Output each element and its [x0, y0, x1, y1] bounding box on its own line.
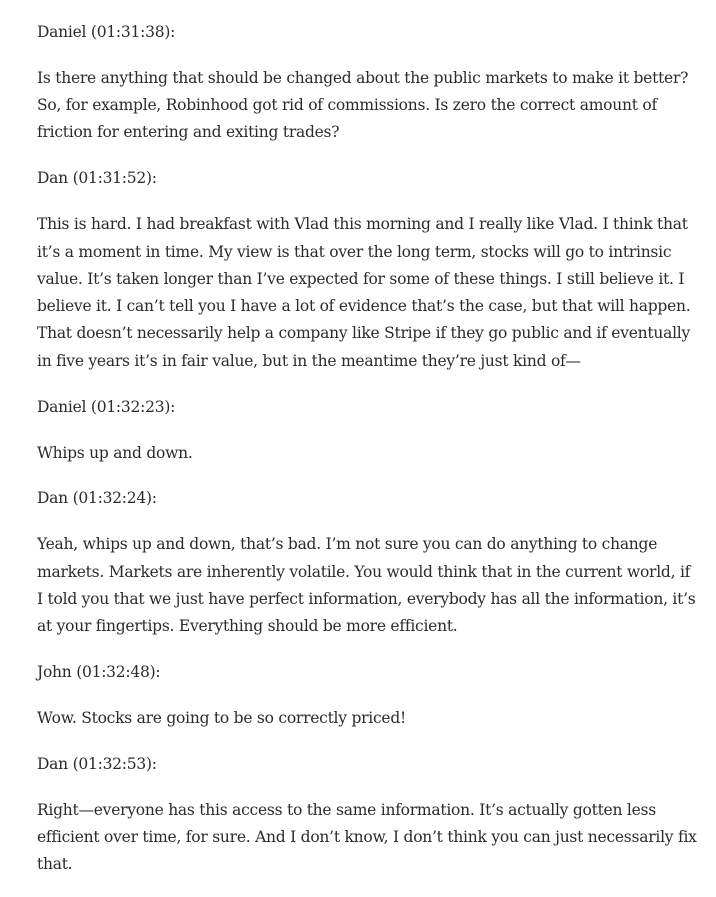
- transcript: [37, 19, 697, 897]
- speaker-label: Daniel (01:32:23):: [37, 397, 176, 416]
- speaker-label: Daniel (01:31:38):: [37, 23, 176, 41]
- utterance-text: Wow. Stocks are going to be so correctly priced!: [37, 708, 406, 727]
- speaker-label: John (01:32:48):: [37, 663, 161, 682]
- utterance-text: Is there anything that should be changed about the public markets to make it better? So, for example, Robinhood got rid of commissions. Is zero the correct amount of friction for entering and exiting trades?: [37, 68, 689, 142]
- utterance-text: Yeah, whips up and down, that’s bad. I’m not sure you can do anything to change markets. Markets are inherently volatile. You would think that in the current world, if I told you that we just have perfect information, everybody has all the information, it’s at your fingertips. Everything should be more efficient.: [37, 535, 696, 636]
- speaker-label: Dan (01:32:53):: [37, 754, 157, 773]
- speaker-label: Dan (01:31:52):: [37, 169, 157, 188]
- utterance-text: This is hard. I had breakfast with Vlad this morning and I really like Vlad. I think that it’s a moment in time. My view is that over the long term, stocks will go to intrinsic value. It’s taken longer than I’ve expected for some of these things. I still believe it. I believe it. I can’t tell you I have a lot of evidence that’s the case, but that will happen. That doesn’t necessarily help a company like Stripe if they go public and if eventually in five years it’s in fair value, but in the meantime they’re just kind of—: [37, 215, 691, 370]
- utterance-text: Whips up and down.: [37, 443, 193, 462]
- speaker-label: Dan (01:32:24):: [37, 489, 157, 508]
- utterance-text: Right—everyone has this access to the same information. It’s actually gotten less efficient over time, for sure. And I don’t know, I don’t think you can just necessarily fix that.: [37, 800, 697, 874]
